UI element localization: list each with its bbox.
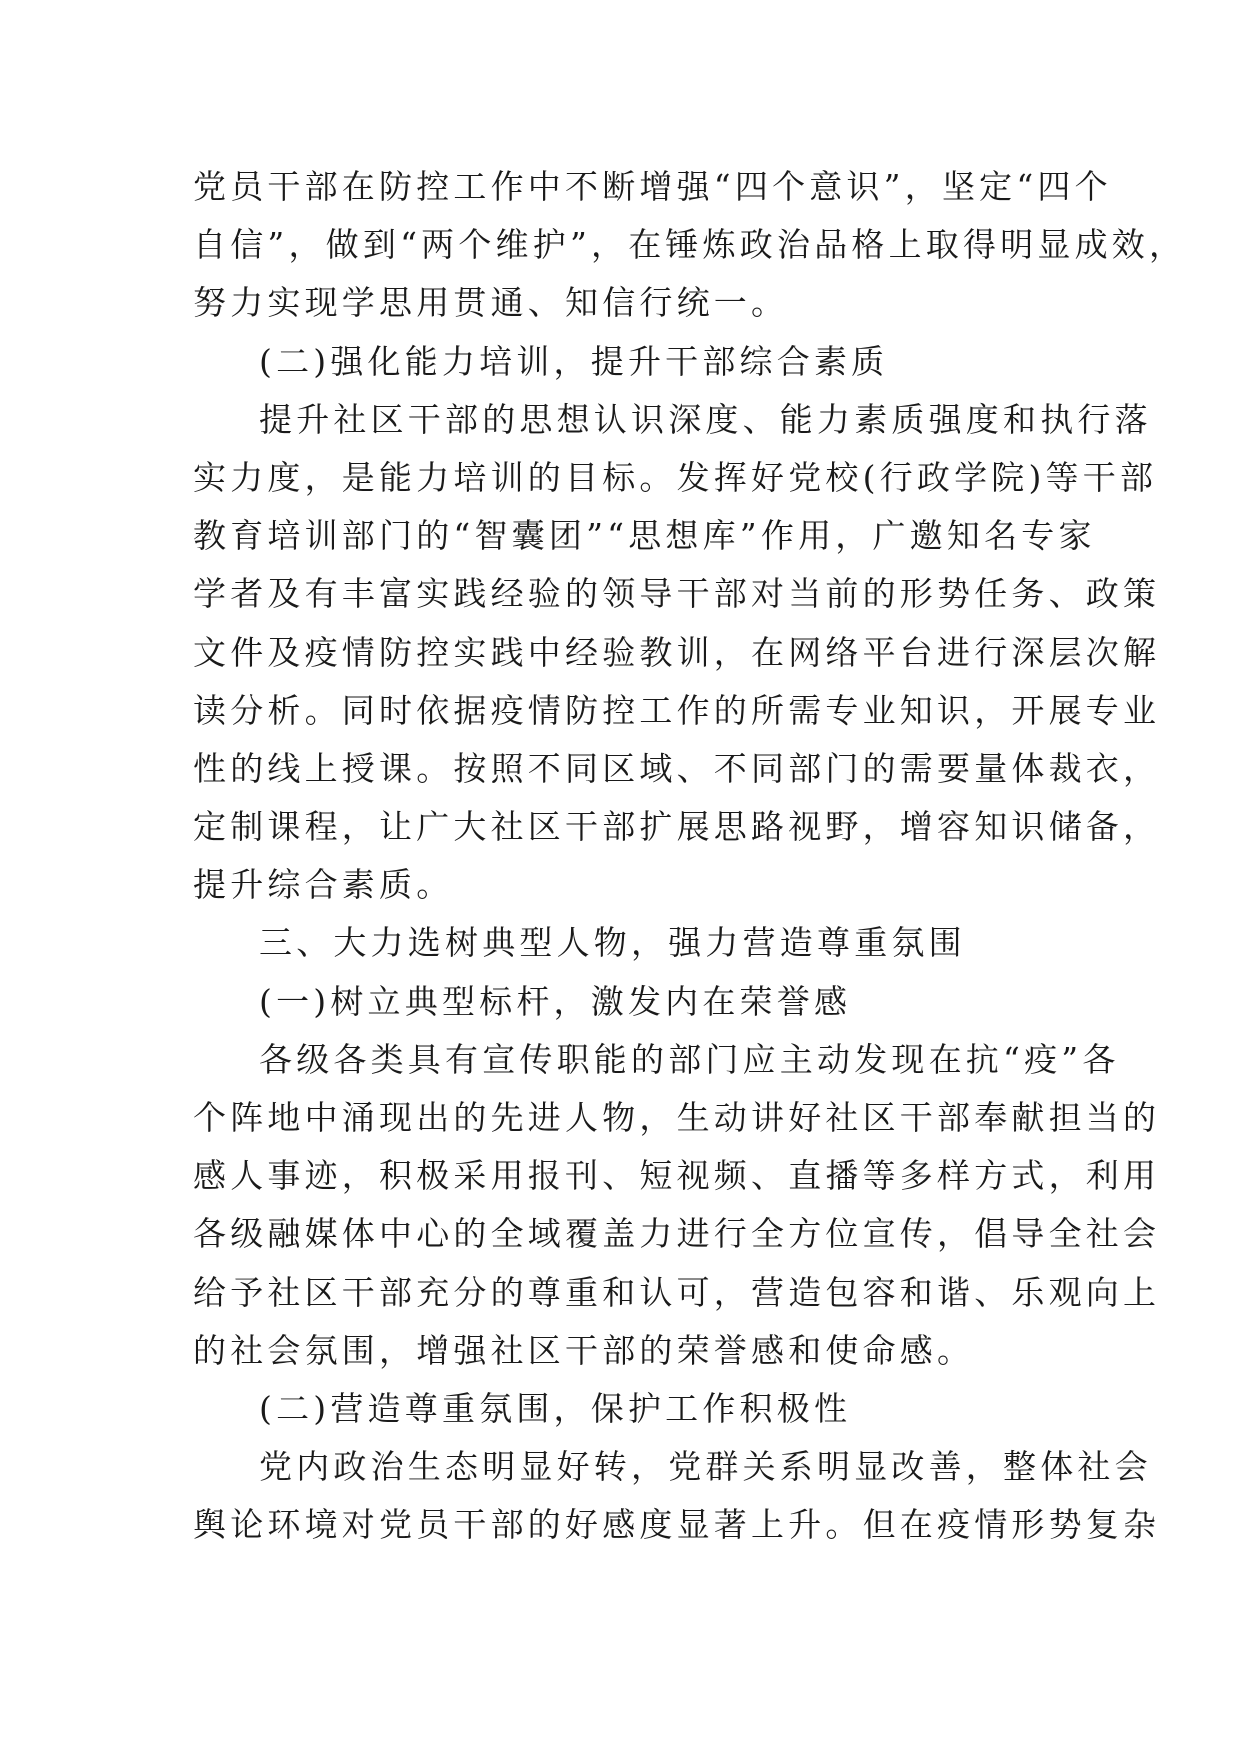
paragraph-line: 党内政治生态明显好转，党群关系明显改善，整体社会	[259, 1447, 1152, 1487]
paragraph-line: 性的线上授课。按照不同区域、不同部门的需要量体裁衣，	[193, 748, 1161, 788]
paragraph-line: 自信”，做到“两个维护”，在锤炼政治品格上取得明显成效，	[193, 225, 1187, 265]
paragraph-line: 党员干部在防控工作中不断增强“四个意识”，坚定“四个	[193, 167, 1112, 206]
paragraph-line: 的社会氛围，增强社区干部的荣誉感和使命感。	[193, 1330, 975, 1370]
paragraph-line: 学者及有丰富实践经验的领导干部对当前的形势任务、政策	[193, 574, 1161, 614]
document-body	[193, 158, 1187, 1555]
section-heading: (一)树立典型标杆，激发内在荣誉感	[259, 981, 852, 1021]
paragraph-line: 提升综合素质。	[193, 865, 454, 905]
paragraph-line: 文件及疫情防控实践中经验教训，在网络平台进行深层次解	[193, 632, 1161, 672]
paragraph-line: 各级各类具有宣传职能的部门应主动发现在抗“疫”各	[259, 1039, 1120, 1079]
section-heading: (二)强化能力培训，提升干部综合素质	[259, 341, 889, 381]
paragraph-line: 舆论环境对党员干部的好感度显著上升。但在疫情形势复杂	[193, 1505, 1161, 1545]
paragraph-line: 个阵地中涌现出的先进人物，生动讲好社区干部奉献担当的	[193, 1098, 1161, 1137]
paragraph-line: 各级融媒体中心的全域覆盖力进行全方位宣传，倡导全社会	[193, 1214, 1161, 1254]
section-heading: (二)营造尊重氛围，保护工作积极性	[259, 1388, 852, 1428]
paragraph-line: 教育培训部门的“智囊团”“思想库”作用，广邀知名专家	[193, 516, 1096, 556]
section-heading: 三、大力选树典型人物，强力营造尊重氛围	[259, 923, 966, 963]
paragraph-line: 实力度，是能力培训的目标。发挥好党校(行政学院)等干部	[193, 457, 1158, 497]
paragraph-line: 读分析。同时依据疫情防控工作的所需专业知识，开展专业	[193, 690, 1161, 730]
paragraph-line: 定制课程，让广大社区干部扩展思路视野，增容知识储备，	[193, 807, 1161, 847]
paragraph-line: 努力实现学思用贯通、知信行统一。	[193, 283, 789, 323]
paragraph-line: 提升社区干部的思想认识深度、能力素质强度和执行落	[259, 399, 1152, 439]
paragraph-line: 感人事迹，积极采用报刊、短视频、直播等多样方式，利用	[193, 1156, 1161, 1196]
paragraph-line: 给予社区干部充分的尊重和认可，营造包容和谐、乐观向上	[193, 1272, 1161, 1312]
